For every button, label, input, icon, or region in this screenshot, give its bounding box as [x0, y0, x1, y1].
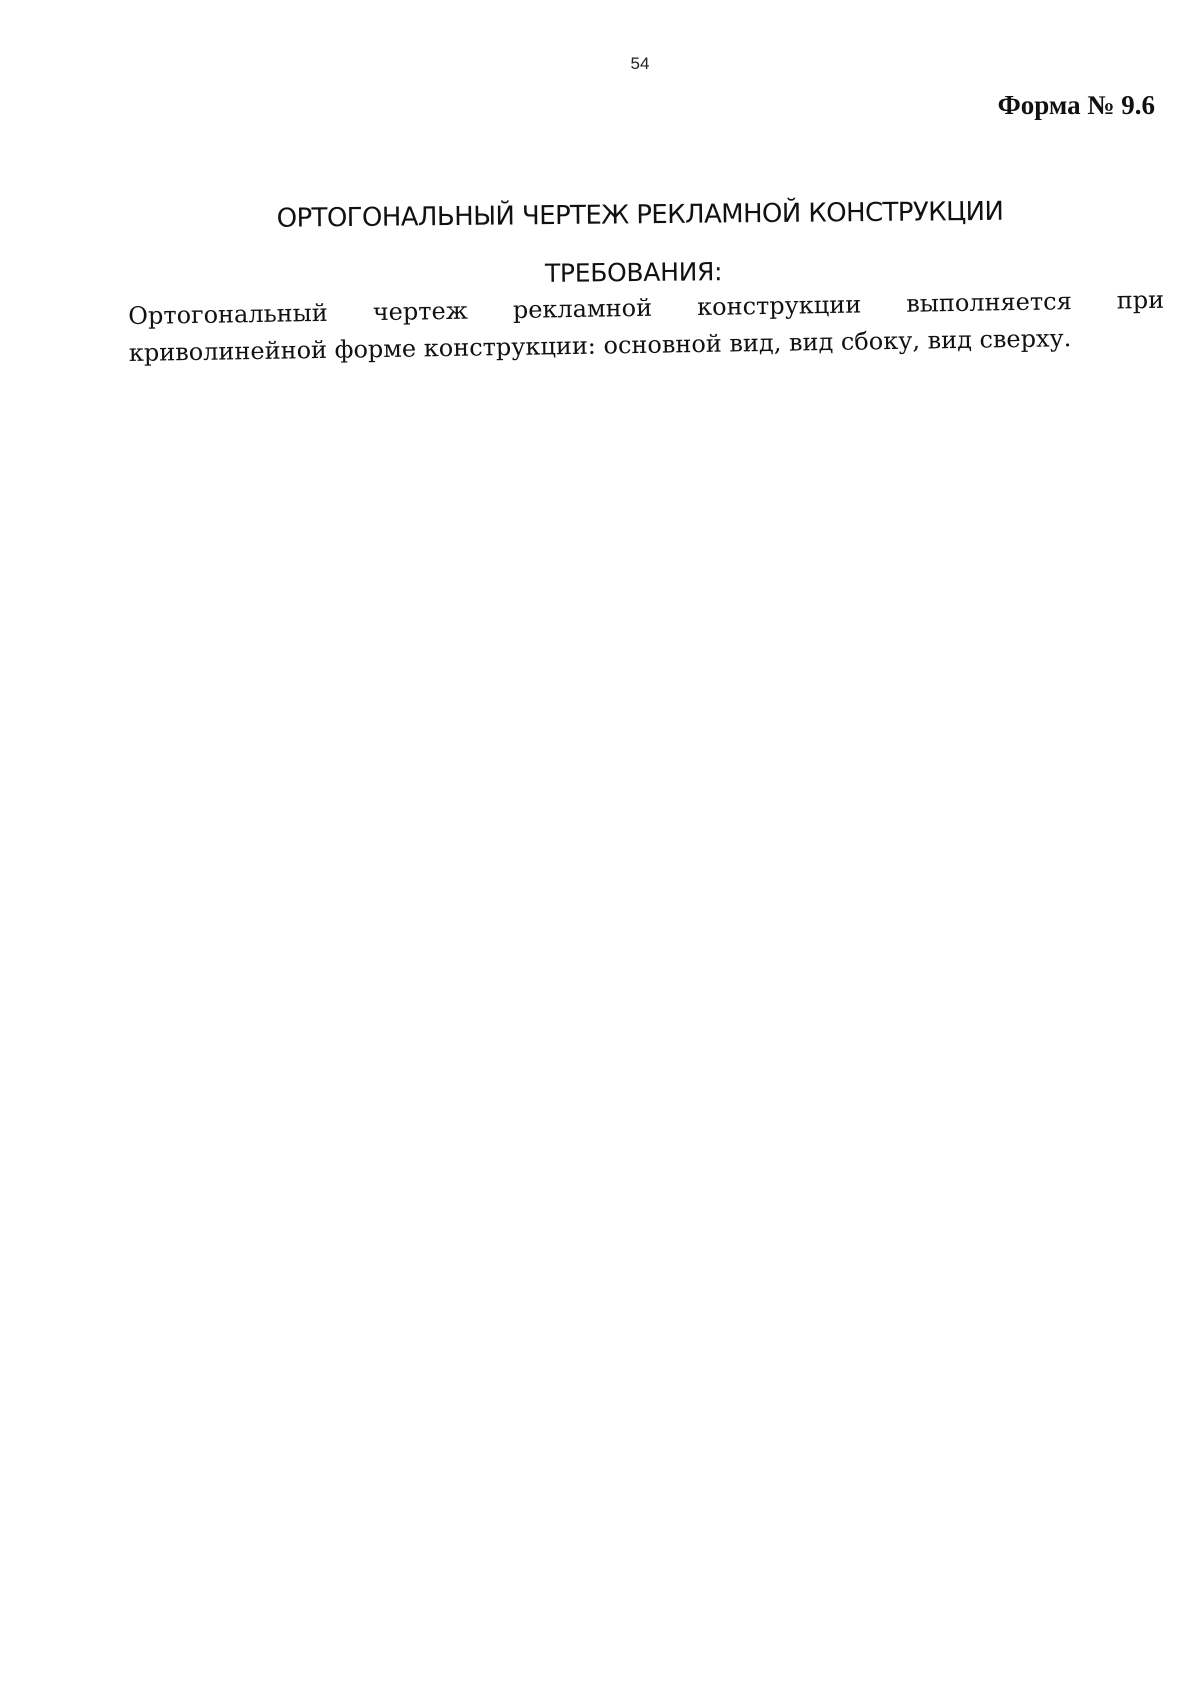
requirements-text: Ортогональный чертеж рекламной конструкции выполняется при криволинейной форме конструкции: основной вид, вид сбоку, вид сверху.: [128, 285, 1165, 367]
requirements-heading: ТРЕБОВАНИЯ:: [544, 257, 723, 288]
form-number: Форма № 9.6: [997, 90, 1155, 120]
document-title: ОРТОГОНАЛЬНЫЙ ЧЕРТЕЖ РЕКЛАМНОЙ КОНСТРУКЦИИ: [276, 196, 1004, 234]
page-number: 54: [630, 54, 650, 73]
